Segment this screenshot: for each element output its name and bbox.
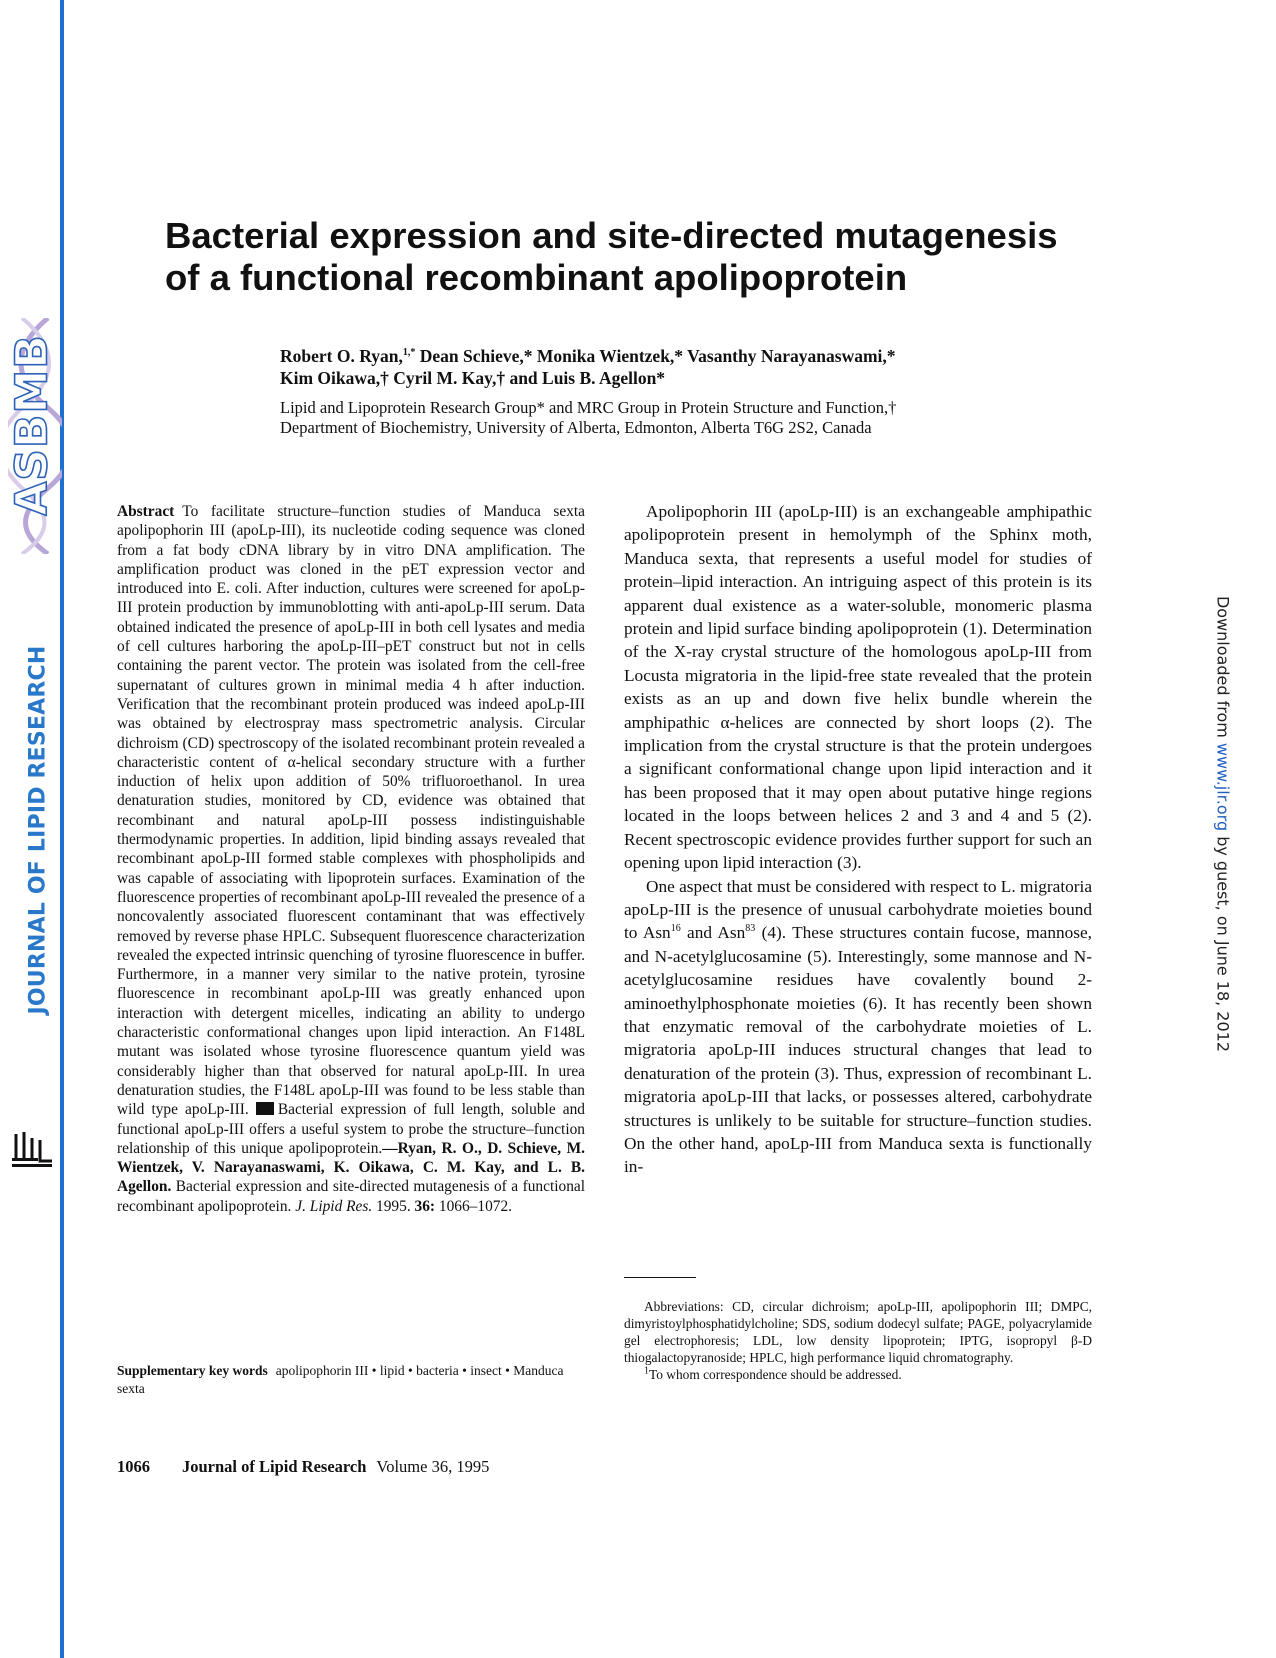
footer-journal: Journal of Lipid Research xyxy=(182,1457,367,1476)
citation-title: Bacterial expression and site-directed mutagenesis of a functional recombinant apolipoprotein. xyxy=(117,1178,585,1215)
footer-volume: Volume 36, 1995 xyxy=(376,1457,490,1476)
para2-part-c: (4). These structures contain fucose, mannose, and N-acetylglucosamine (5). Interestingly, some mannose and N-acetylglucosamine residues have covalently bound 2-aminoethylphosphonate moieties (6). It has recently been shown that enzymatic removal of the carbohydrate moieties of L. migratoria apoLp-III induces structural changes that lead to denaturation of the protein (3). Thus, expression of recombinant L. migratoria apoLp-III that lacks, or possesses altered, carbohydrate structures is unlikely to be suitable for structure–function studies. On the other hand, apoLp-III from Manduca sexta is functionally in- xyxy=(624,923,1092,1177)
para2-sup-2: 83 xyxy=(745,923,756,935)
abstract-summary: Bacterial expression of full length, soluble and functional apoLp-III offers a useful system to probe the structure–function relationship of this unique apolipoprotein. xyxy=(117,1101,585,1157)
article-title xyxy=(165,215,1165,299)
abstract-text: To facilitate structure–function studies of Manduca sexta apolipophorin III (apoLp-III), its nucleotide coding sequence was cloned from a fat body cDNA library by in vitro DNA amplification. The amplification product was cloned in the pET expression vector and introduced into E. coli. After induction, cultures were screened for apoLp-III protein production by immunoblotting with anti-apoLp-III serum. Data obtained indicated the presence of apoLp-III in both cell lysates and media of cell cultures harboring the apoLp-III–pET construct but not in cells containing the parent vector. The protein was isolated from the cell-free supernatant of cultures grown in minimal media 4 h after induction. Verification that the recombinant protein produced was indeed apoLp-III was obtained by electrospray mass spectrometric analysis. Circular dichroism (CD) spectroscopy of the isolated recombinant protein revealed a characteristic content of α-helical secondary structure with a further induction of helix upon addition of 50% trifluoroethanol. In urea denaturation studies, monitored by CD, evidence was obtained that recombinant and natural apoLp-III possess indistinguishable thermodynamic properties. In addition, lipid binding assays revealed that recombinant apoLp-III formed stable complexes with phospholipids and was capable of associating with lipoprotein surfaces. Examination of the fluorescence properties of recombinant apoLp-III revealed the presence of a noncovalently associated fluorescent contaminant that was effectively removed by reverse phase HPLC. Subsequent fluorescence characterization revealed the expected intrinsic quenching of tyrosine fluorescence in buffer. Furthermore, in a manner very similar to the native protein, tyrosine fluorescence in recombinant apoLp-III was greatly enhanced upon interaction with detergent micelles, indicating an ability to undergo characteristic conformational changes upon lipid interaction. An F148L mutant was isolated whose tyrosine fluorescence quantum yield was considerably higher than that observed for natural apoLp-III. In urea denaturation studies, the F148L apoLp-III was found to be less stable than wild type apoLp-III. xyxy=(117,503,585,1119)
affiliation-line-1: Lipid and Lipoprotein Research Group* and MRC Group in Protein Structure and Function,† xyxy=(280,398,897,417)
footnote-divider xyxy=(624,1277,696,1278)
title-line-2: of a functional recombinant apolipoprotein xyxy=(165,257,908,298)
affiliation-line-2: Department of Biochemistry, University of Alberta, Edmonton, Alberta T6G 2S2, Canada xyxy=(280,418,872,437)
citation-volume: 36: xyxy=(414,1197,436,1215)
abstract xyxy=(117,502,585,1216)
authors-line-1-rest: Dean Schieve,* Monika Wientzek,* Vasanthy Narayanaswami,* xyxy=(415,346,896,366)
affiliation xyxy=(280,398,1180,438)
para2-part-a: One aspect that must be considered with respect to L. migratoria apoLp-III is the presence of unusual carbohydrate moieties bound to Asn xyxy=(624,876,1092,943)
jlr-logo-icon xyxy=(10,1130,56,1170)
jlr-site-link[interactable]: www.jlr.org xyxy=(1213,742,1233,832)
keywords xyxy=(117,1362,587,1398)
left-accent-bar xyxy=(60,0,64,1658)
para2-part-b: and Asn xyxy=(680,923,746,943)
correspondence-footnote xyxy=(624,1366,1092,1383)
citation-year: 1995. xyxy=(372,1197,415,1215)
first-author-marks: 1,* xyxy=(402,347,416,359)
correspondence-mark: 1 xyxy=(644,1365,649,1377)
body-text xyxy=(624,500,1092,1179)
body-paragraph-2 xyxy=(624,875,1092,1179)
footnotes xyxy=(624,1298,1092,1383)
asbmb-logo: ASBMB xyxy=(6,334,58,516)
para2-sup-1: 16 xyxy=(670,923,681,935)
authors-line-2: Kim Oikawa,† Cyril M. Kay,† and Luis B. Agellon* xyxy=(280,368,666,388)
correspondence-text: To whom correspondence should be addressed. xyxy=(649,1367,902,1382)
jlr-mark-icon xyxy=(256,1102,274,1115)
first-author: Robert O. Ryan, xyxy=(280,346,403,366)
body-paragraph-1: Apolipophorin III (apoLp-III) is an exchangeable amphipathic apolipoprotein present in hemolymph of the Sphinx moth, Manduca sexta, that represents a useful model for studies of protein–lipid interaction. An intriguing aspect of this protein is its apparent dual existence as a water-soluble, monomeric plasma protein and lipid surface binding apolipoprotein (1). Determination of the X-ray crystal structure of the homologous apoLp-III from Locusta migratoria in the lipid-free state revealed that the protein exists as an up and down five helix bundle wherein the amphipathic α-helices are connected by short loops (2). The implication from the crystal structure is that the protein undergoes a significant conformational change upon lipid interaction and it has been proposed that it may open about putative hinge regions located in the loops between helices 2 and 3 and 4 and 5 (2). Recent spectroscopic evidence provides further support for such an opening upon lipid interaction (3). xyxy=(624,502,1092,873)
page-number: 1066 xyxy=(117,1457,150,1476)
abstract-label: Abstract xyxy=(117,503,175,520)
download-suffix: by guest, on June 18, 2012 xyxy=(1213,831,1233,1053)
abbreviations-footnote: Abbreviations: CD, circular dichroism; apoLp-III, apolipophorin III; DMPC, dimyristoylphosphatidylcholine; SDS, sodium dodecyl sulfate; PAGE, polyacrylamide gel electrophoresis; LDL, low density lipoprotein; IPTG, isopropyl β-D thiogalactopyranoside; HPLC, high performance liquid chromatography. xyxy=(624,1299,1092,1365)
citation-authors: —Ryan, R. O., D. Schieve, M. Wientzek, V. Narayanaswami, K. Oikawa, C. M. Kay, and L. B. Agellon. xyxy=(117,1139,585,1196)
page-footer xyxy=(117,1457,489,1477)
keywords-label: Supplementary key words xyxy=(117,1363,268,1378)
author-list xyxy=(280,345,1180,389)
download-note xyxy=(1214,596,1233,1052)
title-line-1: Bacterial expression and site-directed mutagenesis xyxy=(165,215,1058,256)
journal-name-vertical: JOURNAL OF LIPID RESEARCH xyxy=(25,645,51,1015)
citation-journal: J. Lipid Res. xyxy=(295,1197,373,1215)
citation-pages: 1066–1072. xyxy=(435,1197,512,1215)
download-prefix: Downloaded from xyxy=(1213,595,1233,743)
keywords-text: apolipophorin III • lipid • bacteria • insect • Manduca sexta xyxy=(117,1363,564,1396)
